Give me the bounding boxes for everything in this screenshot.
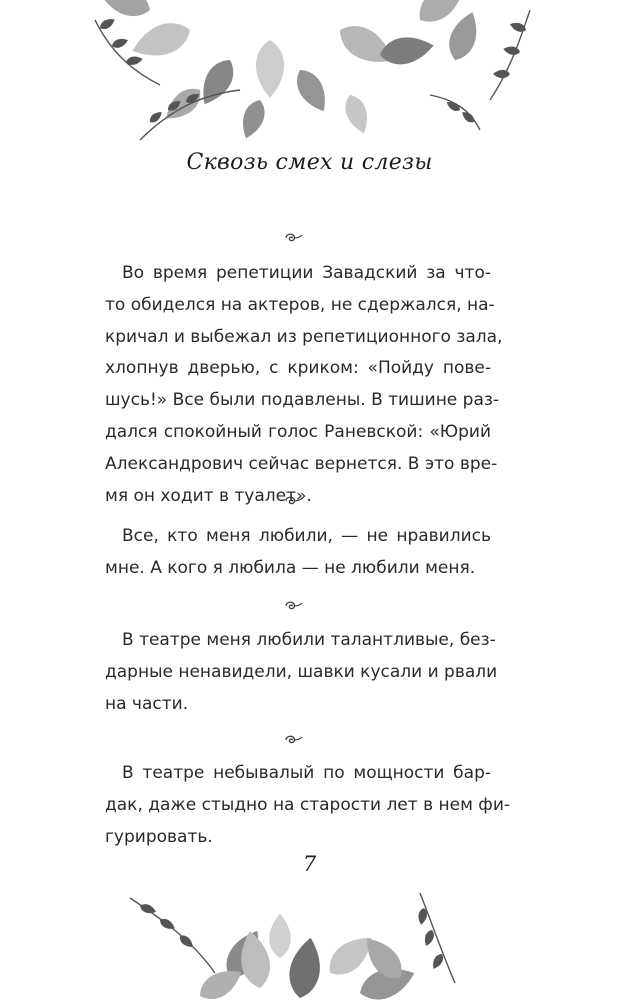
bottom-foliage-decoration xyxy=(0,878,619,1000)
text-line: хлопнув дверью, с криком: «Пойду пове- xyxy=(105,358,491,379)
text-line: кричал и выбежал из репетиционного зала, xyxy=(105,326,503,347)
text-line: шусь!» Все были подавлены. В тишине раз- xyxy=(105,390,500,411)
text-line: В театре меня любили талантливые, без- xyxy=(122,630,496,650)
swirl-ornament-icon xyxy=(284,733,304,747)
paragraph-1 xyxy=(105,258,503,512)
text-line: мне. А кого я любила — не любили меня. xyxy=(105,557,476,578)
swirl-ornament-icon xyxy=(284,599,304,613)
text-line: дарные ненавидели, шавки кусали и рвали xyxy=(105,661,498,682)
paragraph-2 xyxy=(105,521,491,585)
text-line: мя он ходит в туалет». xyxy=(105,485,312,506)
text-line: то обиделся на актеров, не сдержался, на- xyxy=(105,294,495,315)
text-line: Александрович сейчас вернется. В это вре- xyxy=(105,453,498,474)
text-line: на части. xyxy=(105,693,189,714)
swirl-ornament-icon xyxy=(284,494,304,508)
paragraph-3 xyxy=(105,625,498,720)
chapter-title: Сквозь смех и слезы xyxy=(186,150,433,175)
text-line: дался спокойный голос Раневской: «Юрий xyxy=(105,421,491,442)
text-line: Во время репетиции Завадский за что- xyxy=(122,263,491,283)
text-line: дак, даже стыдно на старости лет в нем фи- xyxy=(105,794,511,815)
top-foliage-decoration xyxy=(0,0,619,150)
text-line: Все, кто меня любили, — не нравились xyxy=(122,526,491,546)
page-number: 7 xyxy=(302,852,317,876)
text-line: гурировать. xyxy=(105,826,213,847)
paragraph-4 xyxy=(105,758,511,853)
text-line: В театре небывалый по мощности бар- xyxy=(122,763,491,783)
swirl-ornament-icon xyxy=(284,231,304,245)
